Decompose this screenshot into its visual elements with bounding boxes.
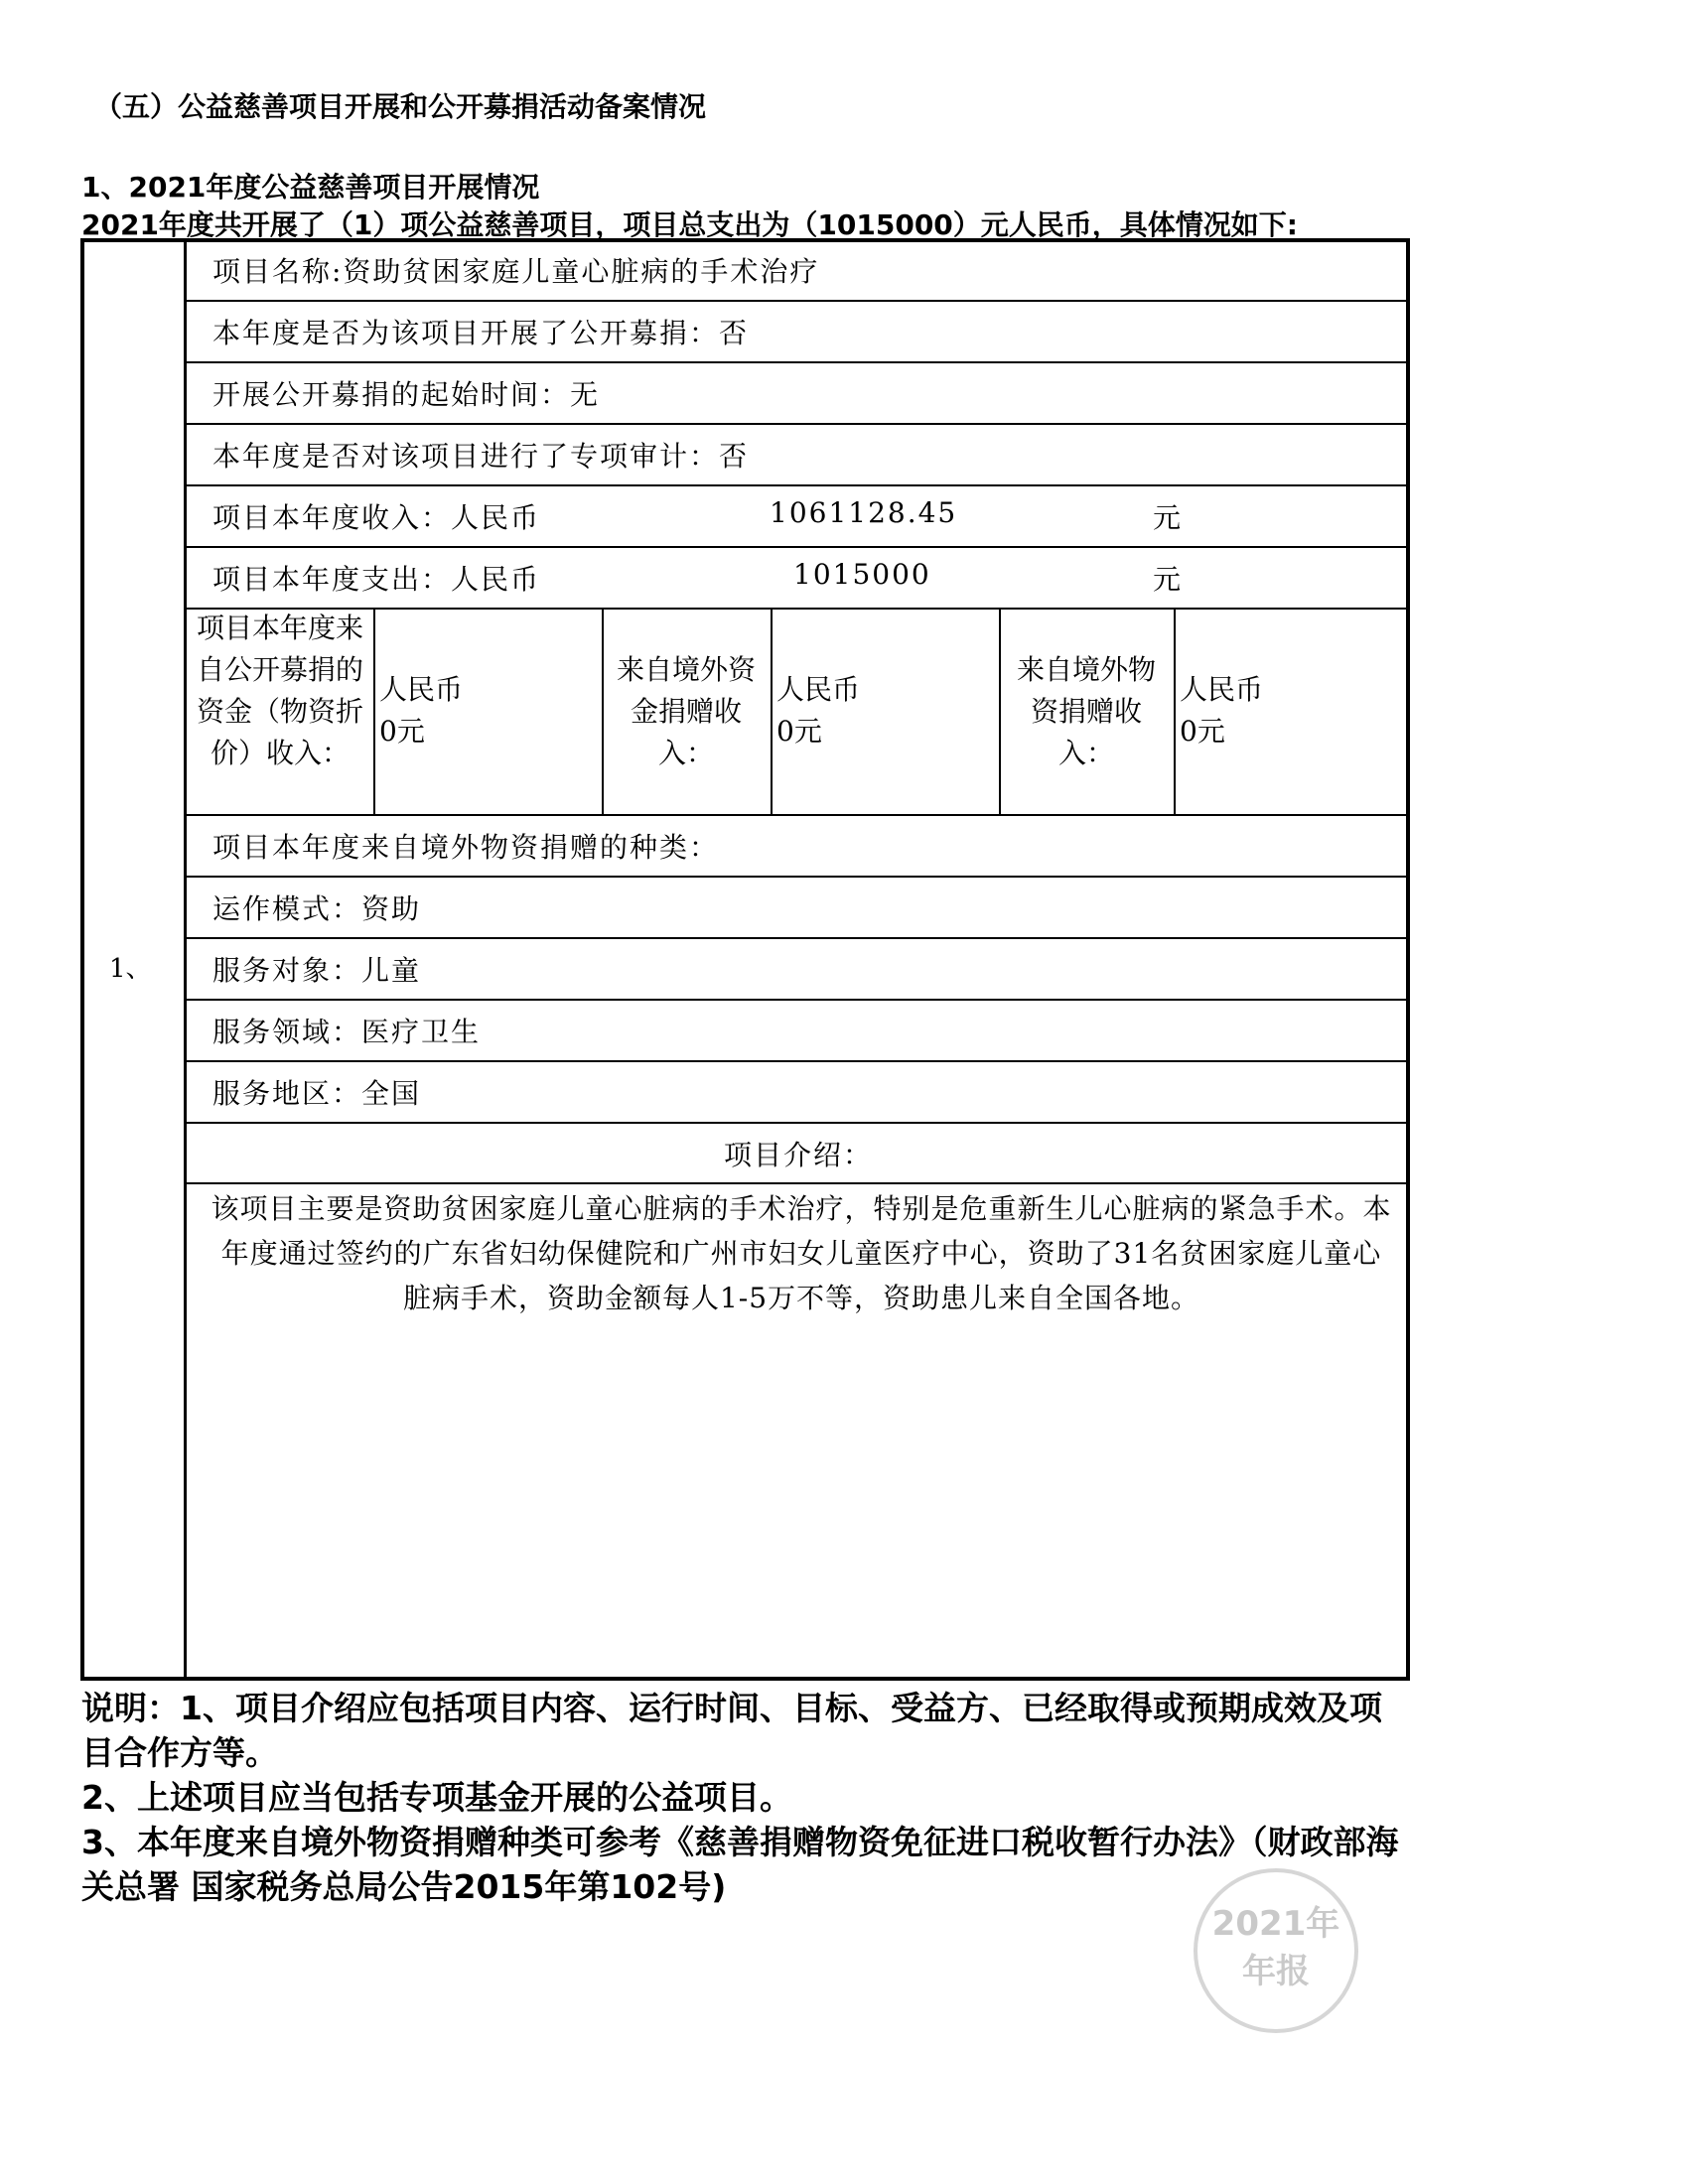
project-description: 该项目主要是资助贫困家庭儿童心脏病的手术治疗，特别是危重新生儿心脏病的紧急手术。本年度通过签约的广东省妇幼保健院和广州市妇女儿童医疗中心，资助了31名贫困家庭儿童心脏病手术，资助金额每人1-5万不等，资助患儿来自全国各地。 — [211, 1192, 1392, 1314]
foreign-fund-label: 来自境外资金捐赠收入： — [616, 653, 756, 769]
foreign-fund-value: 0元 — [776, 715, 822, 748]
foreign-goods-types: 项目本年度来自境外物资捐赠的种类： — [212, 831, 720, 864]
special-audit-status: 本年度是否对该项目进行了专项审计：否 — [212, 440, 750, 473]
row-divider — [185, 300, 1408, 302]
cell-divider — [602, 608, 604, 814]
project-index: 1、 — [109, 954, 152, 984]
annual-report-stamp — [1194, 1868, 1358, 2033]
row-divider — [185, 484, 1408, 486]
row-divider — [185, 423, 1408, 425]
cell-divider — [999, 608, 1001, 814]
subsection-title: 1、2021年度公益慈善项目开展情况 — [81, 171, 540, 204]
operation-mode: 运作模式：资助 — [212, 892, 422, 925]
foreign-goods-currency: 人民币 — [1180, 673, 1264, 706]
service-area: 服务地区：全国 — [212, 1077, 422, 1110]
notes — [81, 1686, 1412, 1909]
cell-divider — [373, 608, 375, 814]
expense-value: 1015000 — [793, 558, 931, 591]
row-divider — [185, 1122, 1408, 1124]
public-fundraising-status: 本年度是否为该项目开展了公开募捐：否 — [212, 317, 750, 349]
income-unit: 元 — [1153, 501, 1184, 534]
cell-divider — [771, 608, 773, 814]
row-divider — [185, 546, 1408, 548]
row-divider — [185, 1060, 1408, 1062]
row-divider — [185, 937, 1408, 939]
foreign-fund-currency: 人民币 — [776, 673, 861, 706]
project-name: 项目名称:资助贫困家庭儿童心脏病的手术治疗 — [212, 255, 820, 288]
row-divider — [185, 1182, 1408, 1184]
service-field: 服务领域：医疗卫生 — [212, 1016, 482, 1048]
row-divider — [185, 361, 1408, 363]
intro-line: 2021年度共开展了（1）项公益慈善项目，项目总支出为（1015000）元人民币，具体情况如下: — [81, 208, 1298, 241]
row-divider — [185, 999, 1408, 1001]
public-income-currency: 人民币 — [379, 673, 464, 706]
row-divider — [185, 814, 1408, 816]
note-3: 3、本年度来自境外物资捐赠种类可参考《慈善捐赠物资免征进口税收暂行办法》（财政部海关总署 国家税务总局公告2015年第102号) — [81, 1823, 1399, 1906]
cell-divider — [1174, 608, 1176, 814]
stamp-label: 年报 — [1242, 1952, 1310, 1991]
income-label: 项目本年度收入：人民币 — [212, 501, 541, 534]
income-value: 1061128.45 — [770, 496, 958, 529]
expense-unit: 元 — [1153, 563, 1184, 596]
section-title: （五）公益慈善项目开展和公开募捐活动备案情况 — [94, 90, 707, 123]
row-divider — [185, 876, 1408, 878]
public-income-label: 项目本年度来自公开募捐的资金（物资折价）收入： — [196, 612, 363, 769]
foreign-goods-label: 来自境外物资捐赠收入： — [1016, 653, 1156, 769]
stamp-year: 2021年 — [1211, 1904, 1340, 1944]
row-divider — [185, 608, 1408, 610]
fundraising-start-time: 开展公开募捐的起始时间：无 — [212, 378, 601, 411]
public-income-value: 0元 — [379, 715, 425, 748]
note-2: 2、上述项目应当包括专项基金开展的公益项目。 — [81, 1778, 792, 1817]
expense-label: 项目本年度支出：人民币 — [212, 563, 541, 596]
project-intro-header: 项目介绍： — [724, 1139, 874, 1171]
foreign-goods-value: 0元 — [1180, 715, 1225, 748]
service-target: 服务对象：儿童 — [212, 954, 422, 987]
note-1: 说明：1、项目介绍应包括项目内容、运行时间、目标、受益方、已经取得或预期成效及项目合作方等。 — [81, 1689, 1382, 1772]
